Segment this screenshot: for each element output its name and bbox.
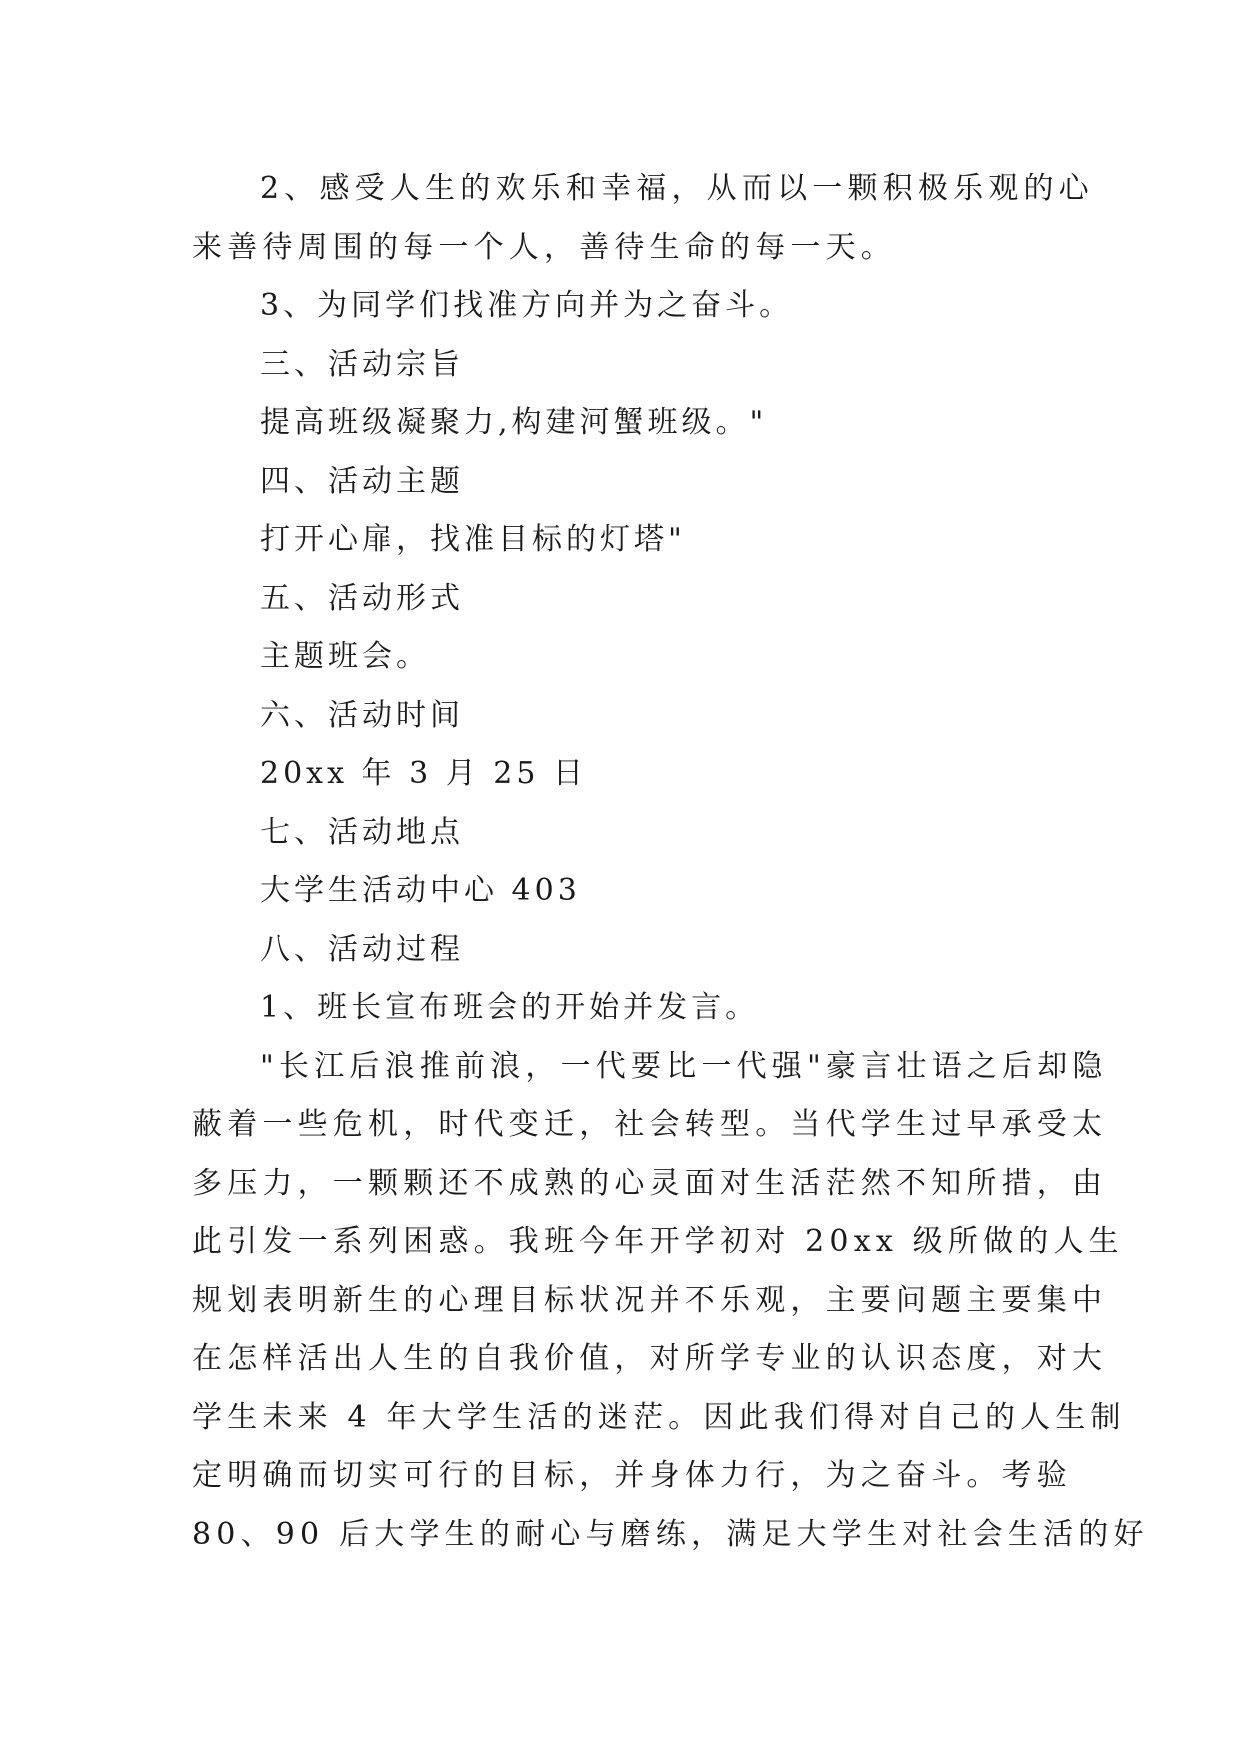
- section-7-heading: 七、活动地点: [260, 814, 464, 850]
- speech-line-6: 在怎样活出人生的自我价值，对所学专业的认识态度，对大: [192, 1341, 1108, 1376]
- speech-paragraph: [192, 1038, 1149, 1565]
- speech-line-5: 规划表明新生的心理目标状况并不乐观，主要问题主要集中: [192, 1282, 1108, 1318]
- section-7-body: 大学生活动中心 403: [260, 873, 581, 908]
- speech-line-8: 定明确而切实可行的目标，并身体力行，为之奋斗。考验: [192, 1458, 1072, 1493]
- goal-2-line-2: 来善待周围的每一个人，善待生命的每一天。: [192, 229, 896, 265]
- goal-3: 3、为同学们找准方向并为之奋斗。: [260, 288, 794, 323]
- goal-2-line-1: 2、感受人生的欢乐和幸福，从而以一颗积极乐观的心: [260, 171, 1094, 206]
- speech-line-9: 80、90 后大学生的耐心与磨练，满足大学生对社会生活的好: [192, 1516, 1149, 1552]
- section-3-body: 提高班级凝聚力,构建河蟹班级。": [260, 405, 768, 440]
- speech-line-3: 多压力，一颗颗还不成熟的心灵面对生活茫然不知所措，由: [192, 1165, 1108, 1201]
- goal-2-paragraph: [192, 160, 1094, 277]
- speech-line-7: 学生未来 4 年大学生活的迷茫。因此我们得对自己的人生制: [192, 1399, 1126, 1435]
- section-5-heading: 五、活动形式: [260, 580, 464, 616]
- speech-line-1: "长江后浪推前浪，一代要比一代强"豪言壮语之后却隐: [260, 1048, 1108, 1084]
- section-4-heading: 四、活动主题: [260, 463, 464, 499]
- section-6-heading: 六、活动时间: [260, 697, 464, 733]
- section-4-body: 打开心扉，找准目标的灯塔": [260, 522, 686, 557]
- section-5-body: 主题班会。: [260, 639, 430, 674]
- section-3-heading: 三、活动宗旨: [260, 346, 464, 382]
- speech-line-4: 此引发一系列困惑。我班今年开学初对 20xx 级所做的人生: [192, 1224, 1124, 1259]
- document-page: [192, 160, 1149, 1564]
- step-1: 1、班长宣布班会的开始并发言。: [260, 990, 760, 1025]
- section-8-heading: 八、活动过程: [260, 931, 464, 967]
- speech-line-2: 蔽着一些危机，时代变迁，社会转型。当代学生过早承受太: [192, 1107, 1108, 1142]
- section-6-body: 20xx 年 3 月 25 日: [260, 756, 587, 791]
